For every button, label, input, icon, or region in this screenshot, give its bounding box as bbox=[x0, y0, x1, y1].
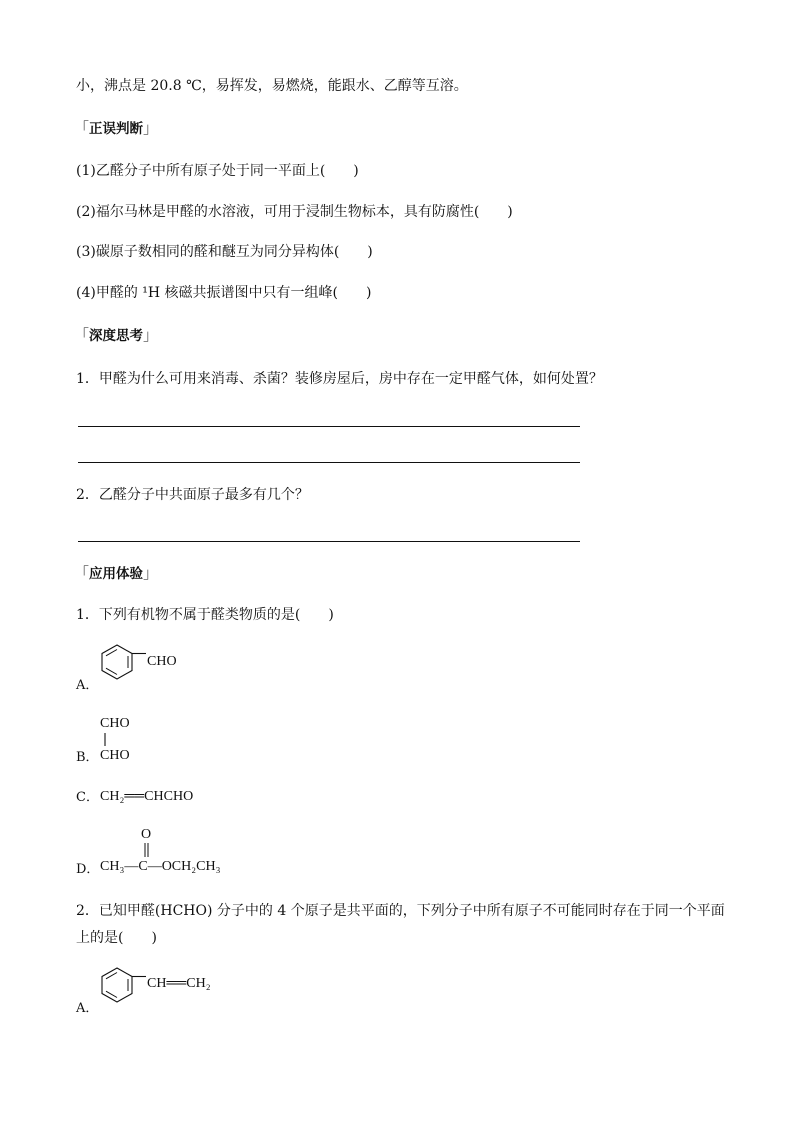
bracket-open: 「 bbox=[74, 326, 90, 344]
answer-line[interactable] bbox=[78, 541, 580, 542]
bracket-open: 「 bbox=[74, 564, 90, 582]
bracket-close: 」 bbox=[143, 326, 159, 344]
double-bond-icon bbox=[143, 843, 151, 859]
option-d-carbon: C bbox=[138, 859, 148, 874]
option-a-substituent: CHO bbox=[147, 654, 177, 669]
option-d-right: OCH₂CH₃ bbox=[161, 859, 221, 874]
intro-text: 小，沸点是 20.8 ℃，易挥发，易燃烧，能跟水、乙醇等互溶。 bbox=[76, 78, 468, 94]
option-b-top: CHO bbox=[100, 716, 130, 731]
bracket-open: 「 bbox=[74, 119, 90, 137]
bracket-close: 」 bbox=[143, 119, 159, 137]
section-title: 深度思考 bbox=[89, 328, 144, 344]
judgment-1: (1)乙醛分子中所有原子处于同一平面上( ) bbox=[76, 163, 359, 179]
thinking-question-2: 2．乙醛分子中共面原子最多有几个？ bbox=[76, 487, 309, 503]
section-title: 正误判断 bbox=[89, 121, 144, 137]
option-a-label: A． bbox=[76, 1001, 99, 1016]
option-b-label: B． bbox=[76, 750, 99, 765]
section-shendu-heading bbox=[74, 326, 158, 345]
option-d-formula bbox=[100, 859, 220, 875]
judgment-2: (2)福尔马林是甲醛的水溶液，可用于浸制生物标本，具有防腐性( ) bbox=[76, 204, 513, 220]
option-c-formula: CH₂══CHCHO bbox=[100, 789, 194, 804]
judgment-4: (4)甲醛的 ¹H 核磁共振谱图中只有一组峰( ) bbox=[76, 285, 372, 301]
thinking-question-1: 1．甲醛为什么可用来消毒、杀菌？装修房屋后，房中存在一定甲醛气体，如何处置？ bbox=[76, 371, 603, 387]
option-a-substituent: CH══CH₂ bbox=[147, 976, 211, 991]
benzene-ring-icon bbox=[100, 966, 134, 1004]
answer-line[interactable] bbox=[78, 426, 580, 427]
question-1-stem: 1．下列有机物不属于醛类物质的是( ) bbox=[76, 607, 334, 623]
judgment-3: (3)碳原子数相同的醛和醚互为同分异构体( ) bbox=[76, 244, 373, 260]
option-d-dash: — bbox=[147, 859, 162, 874]
section-title: 应用体验 bbox=[89, 566, 144, 582]
benzene-ring-icon bbox=[100, 643, 134, 681]
section-yingyong-heading bbox=[74, 564, 158, 583]
bond-line bbox=[104, 733, 108, 747]
option-d-dash: — bbox=[124, 859, 139, 874]
question-2-stem-line2: 上的是( ) bbox=[76, 930, 157, 946]
option-d-label: D． bbox=[76, 862, 100, 877]
option-c-label: C． bbox=[76, 790, 99, 805]
question-2-stem-line1: 2．已知甲醛(HCHO) 分子中的 4 个原子是共平面的，下列分子中所有原子不可能同时存在于同一个平面 bbox=[76, 903, 725, 919]
option-d-left: CH₃ bbox=[100, 859, 125, 874]
section-zhengwu-heading bbox=[74, 119, 158, 138]
bracket-close: 」 bbox=[143, 564, 159, 582]
option-a-label: A． bbox=[76, 678, 99, 693]
option-d-oxygen: O bbox=[141, 827, 152, 842]
option-b-bottom: CHO bbox=[100, 748, 130, 763]
answer-line[interactable] bbox=[78, 462, 580, 463]
